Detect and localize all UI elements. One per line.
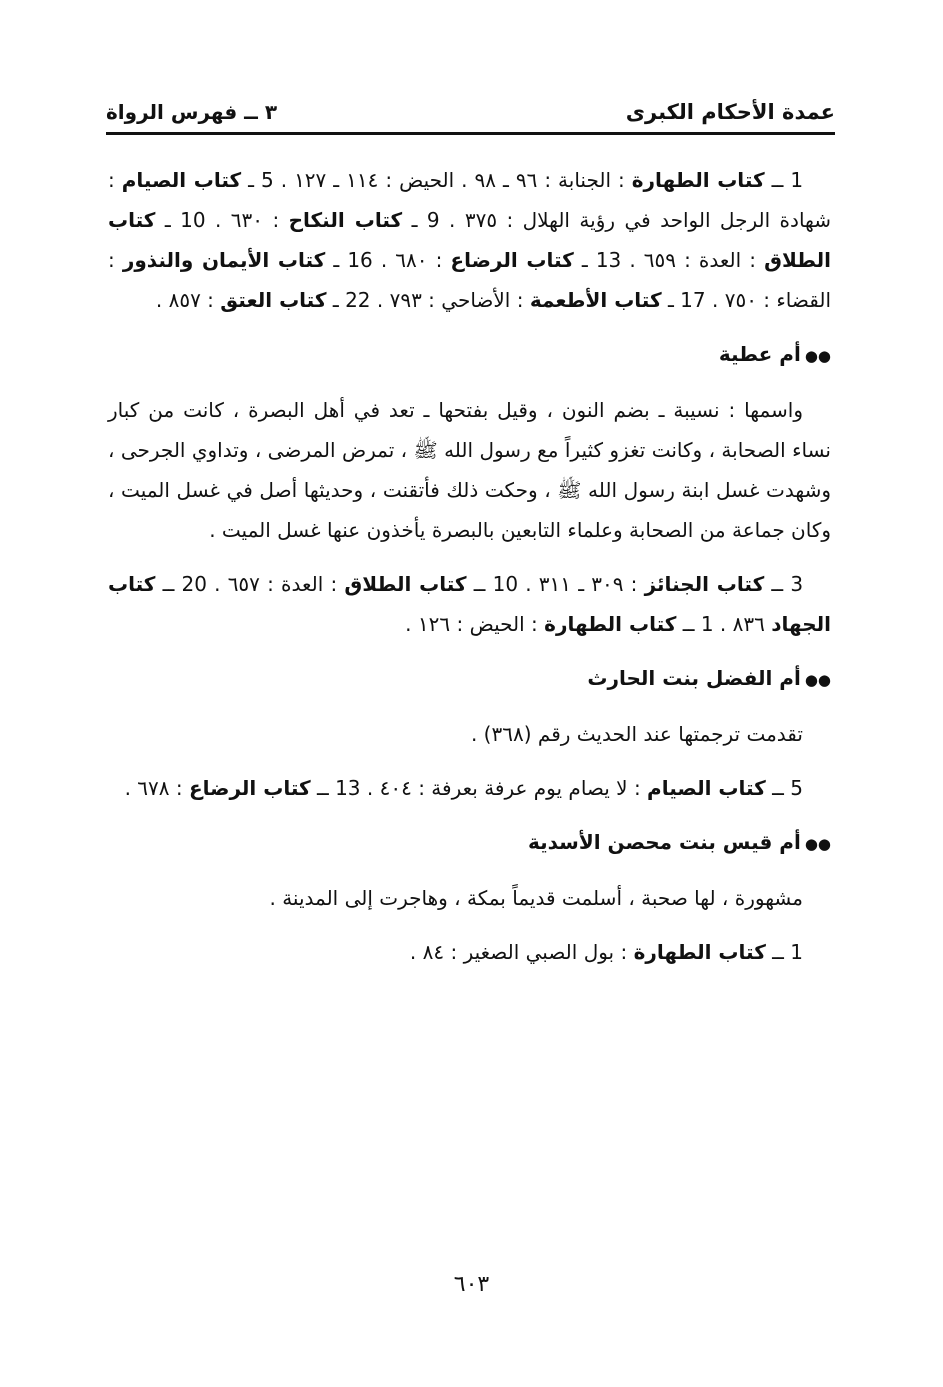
narrator-heading bbox=[108, 334, 831, 376]
narrator-name: أم قيس بنت محصن الأسدية bbox=[527, 830, 801, 854]
reference-text: ٨٣٦ . 1 ــ bbox=[676, 612, 772, 636]
running-header bbox=[106, 96, 835, 135]
reference-text: : العدة : ٦٥٧ . 20 ــ bbox=[155, 572, 345, 596]
references-paragraph bbox=[108, 932, 831, 972]
bullet-icon: ●● bbox=[804, 347, 831, 365]
reference-text: : بول الصبي الصغير : ٨٤ . bbox=[409, 940, 634, 964]
reference-text: : ٦٣٠ . 10 ـ bbox=[155, 208, 289, 232]
bullet-icon: ●● bbox=[804, 835, 831, 853]
book-chapter-title: كتاب الصيام bbox=[121, 168, 242, 192]
book-chapter-title: كتاب الطهارة bbox=[631, 168, 765, 192]
book-chapter-title: كتاب العتق bbox=[220, 288, 327, 312]
references-paragraph bbox=[108, 564, 831, 644]
book-chapter-title: كتاب الجنائز bbox=[644, 572, 765, 596]
page-content bbox=[108, 160, 831, 972]
reference-text: 1 ــ bbox=[764, 168, 804, 192]
book-title: عمدة الأحكام الكبرى bbox=[625, 100, 835, 124]
reference-text: : شهادة الرجل الواحد في رؤية الهلال : ٣٧٥ . 9 ـ bbox=[108, 168, 832, 232]
book-chapter-title: كتاب الأيمان والنذور bbox=[122, 248, 326, 272]
book-chapter-title: كتاب النكاح bbox=[288, 208, 403, 232]
reference-text: : العدة : ٦٥٩ . 13 ـ bbox=[573, 248, 765, 272]
reference-text: : الأضاحي : ٧٩٣ . 22 ـ bbox=[326, 288, 530, 312]
narrator-heading bbox=[108, 658, 831, 700]
reference-text: 1 ــ bbox=[765, 940, 803, 964]
bullet-icon: ●● bbox=[804, 671, 831, 689]
reference-text: 3 ــ bbox=[764, 572, 804, 596]
book-chapter-title: كتاب الطهارة bbox=[544, 612, 677, 636]
reference-text: : ٦٨٠ . 16 ـ bbox=[325, 248, 451, 272]
narrator-biography: مشهورة ، لها صحبة ، أسلمت قديماً بمكة ، وهاجرت إلى المدينة . bbox=[269, 886, 803, 910]
narrator-heading bbox=[108, 822, 831, 864]
book-chapter-title: كتاب الرضاع bbox=[188, 776, 311, 800]
page-number: ٦٠٣ bbox=[453, 1272, 490, 1297]
book-chapter-title: كتاب الطلاق bbox=[108, 208, 832, 272]
book-chapter-title: كتاب الأطعمة bbox=[529, 288, 662, 312]
book-chapter-title: كتاب الصيام bbox=[647, 776, 766, 800]
narrator-name: أم عطية bbox=[718, 342, 801, 366]
book-chapter-title: كتاب الجهاد bbox=[108, 572, 831, 636]
reference-text: 5 ــ bbox=[765, 776, 803, 800]
reference-text: : ٨٥٧ . bbox=[155, 288, 221, 312]
reference-text: : الحيض : ١٢٦ . bbox=[405, 612, 545, 636]
references-paragraph bbox=[108, 160, 831, 320]
reference-text: : ٦٧٨ . bbox=[124, 776, 189, 800]
narrator-biography: تقدمت ترجمتها عند الحديث رقم (٣٦٨) . bbox=[470, 722, 803, 746]
section-title: ٣ ــ فهرس الرواة bbox=[106, 100, 278, 124]
reference-text: : ٣٠٩ ـ ٣١١ . 10 ــ bbox=[466, 572, 645, 596]
narrator-biography: واسمها : نسيبة ـ بضم النون ، وقيل بفتحها ـ تعد في أهل البصرة ، كانت من كبار نساء الصحابة ، وكانت تغزو كثيراً مع رسول الله ﷺ ، تمرض المرضى ، وتداوي الجرحى ، وشهدت غسل ابنة رسول الله ﷺ ، وحكت ذلك فأتقنت ، وحديثها أصل في غسل الميت ، وكان جماعة من الصحابة وعلماء التابعين بالبصرة يأخذون عنها غسل الميت . bbox=[108, 398, 831, 542]
reference-text: : القضاء : ٧٥٠ . 17 ـ bbox=[108, 248, 831, 312]
references-paragraph bbox=[108, 768, 831, 808]
book-chapter-title: كتاب الرضاع bbox=[450, 248, 574, 272]
book-chapter-title: كتاب الطهارة bbox=[633, 940, 766, 964]
reference-text: : لا يصام يوم عرفة بعرفة : ٤٠٤ . 13 ــ bbox=[310, 776, 648, 800]
narrator-name: أم الفضل بنت الحارث bbox=[587, 666, 801, 690]
reference-text: : الجنابة : ٩٦ ـ ٩٨ . الحيض : ١١٤ ـ ١٢٧ . 5 ـ bbox=[241, 168, 632, 192]
book-chapter-title: كتاب الطلاق bbox=[344, 572, 467, 596]
